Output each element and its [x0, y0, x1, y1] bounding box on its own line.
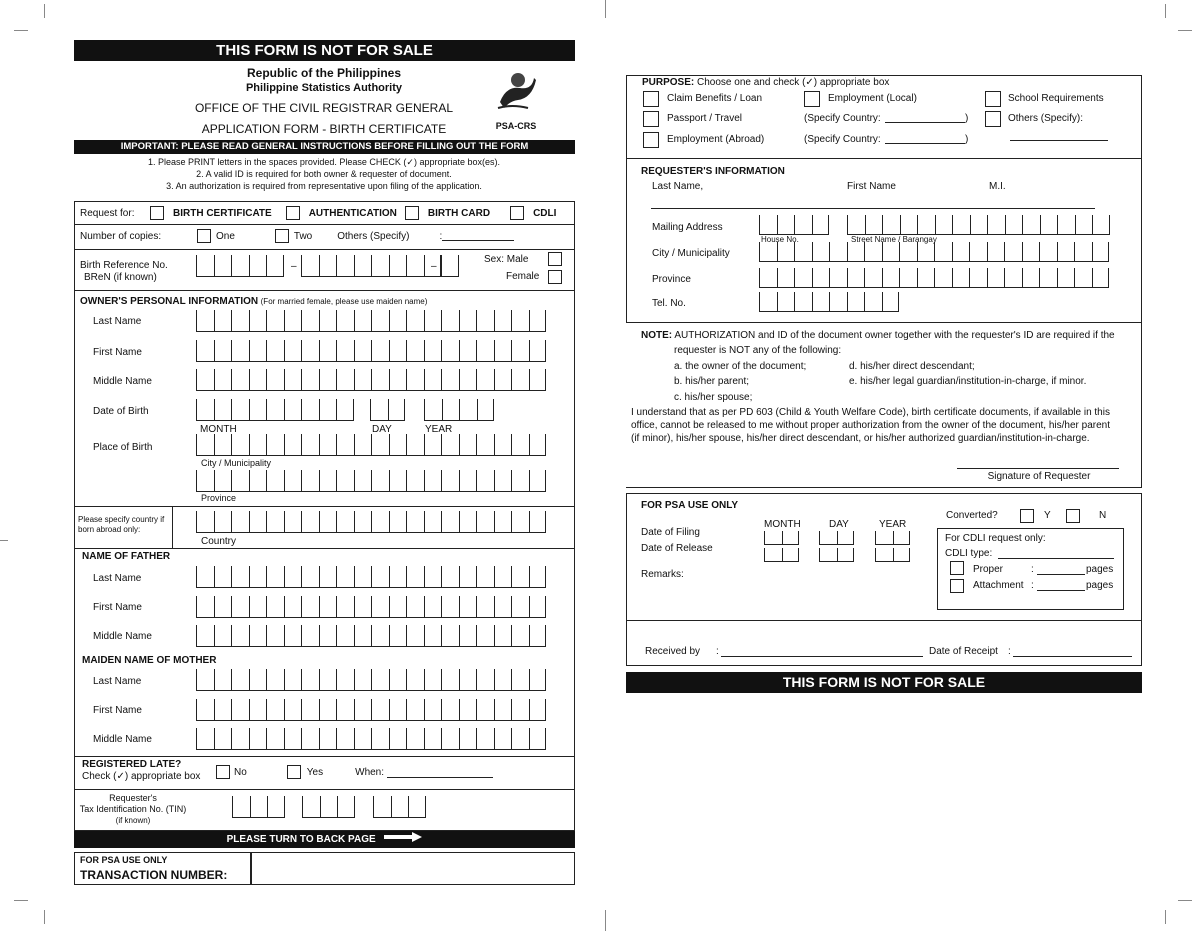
tin-label [78, 793, 188, 826]
copies-others-field[interactable] [439, 230, 514, 242]
dob-month-field[interactable] [196, 399, 354, 421]
late-yes-checkbox[interactable] [287, 765, 301, 779]
paren: ) [965, 134, 969, 145]
dob-year-field[interactable] [424, 399, 494, 421]
abroad-label1: Please specify country if [78, 515, 165, 524]
crop-mark [14, 30, 28, 31]
turn-page-bar [74, 831, 575, 848]
option-label: BIRTH CARD [427, 207, 491, 219]
copies-colon: : [439, 230, 443, 242]
converted-y-label: Y [1044, 510, 1051, 521]
specify-country-label: (Specify Country: [804, 134, 881, 145]
owner-title-text: OWNER'S PERSONAL INFORMATION [80, 296, 259, 307]
logo-caption: PSA-CRS [495, 121, 537, 131]
banner-top-left: THIS FORM IS NOT FOR SALE [74, 40, 575, 61]
note-paragraph [631, 406, 1110, 445]
requester-city-field[interactable] [759, 242, 1109, 262]
authentication-checkbox[interactable] [286, 206, 300, 220]
tin-label2: Tax Identification No. (TIN) [79, 804, 187, 814]
divider [74, 548, 575, 549]
crop-mark [1165, 4, 1166, 18]
divider [74, 756, 575, 757]
requester-province-label: Province [652, 274, 691, 285]
house-no-label: House No. [761, 235, 799, 244]
specify-country-label: (Specify Country: [804, 113, 881, 124]
header-line3: OFFICE OF THE CIVIL REGISTRAR GENERAL [194, 101, 454, 115]
father-last-label: Last Name [93, 573, 142, 584]
note-e: e. his/her legal guardian/institution-in-charge, if minor. [849, 376, 1087, 387]
option-label: BIRTH CERTIFICATE [173, 207, 272, 219]
requester-mi-label: M.I. [989, 181, 1006, 192]
owner-first-field[interactable] [196, 340, 546, 362]
sex-female-label: Female [506, 271, 540, 282]
street-field[interactable] [847, 215, 1110, 235]
bref-label1: Birth Reference No. [80, 260, 168, 271]
copies-one-checkbox[interactable] [197, 229, 211, 243]
abroad-label [78, 515, 164, 535]
passport-checkbox[interactable] [643, 111, 659, 127]
owner-last-label: Last Name [93, 316, 142, 327]
divider [74, 506, 575, 507]
mother-last-field[interactable] [196, 669, 546, 691]
filing-day-field[interactable] [819, 531, 854, 545]
cdli-attachment-label: Attachment [973, 580, 1024, 591]
others-specify-field[interactable] [1010, 140, 1108, 141]
received-by-field[interactable] [721, 656, 923, 657]
note-b: b. his/her parent; [674, 376, 750, 387]
crop-mark [1178, 900, 1192, 901]
note-title: NOTE: [641, 330, 673, 341]
copies-one-label: One [216, 230, 235, 242]
bref-field-1[interactable] [196, 255, 284, 277]
dash: – [291, 261, 297, 272]
date-of-receipt-field[interactable] [1013, 656, 1132, 657]
requester-tel-field[interactable] [759, 292, 899, 312]
colon: : [1008, 646, 1011, 657]
note-d: d. his/her direct descendant; [849, 361, 975, 372]
filing-year-field[interactable] [875, 531, 910, 545]
bref-label [80, 260, 168, 284]
option-label: CDLI [533, 207, 557, 219]
late-options [216, 765, 493, 779]
bref-label2: BReN (if known) [84, 272, 157, 283]
note-text [641, 330, 1115, 341]
mother-first-label: First Name [93, 705, 142, 716]
dob-day-label: DAY [372, 424, 392, 435]
important-item: 1. Please PRINT letters in the spaces provided. Please CHECK (✓) appropriate box(es). [147, 157, 501, 167]
psa-left-title: FOR PSA USE ONLY [80, 855, 168, 865]
purpose-option-label: Employment (Abroad) [667, 134, 765, 145]
late-no-checkbox[interactable] [216, 765, 230, 779]
copies-two-label: Two [293, 230, 313, 242]
pages-label: pages [1086, 580, 1114, 591]
mailing-address-label: Mailing Address [652, 222, 723, 233]
header-line2: Philippine Statistics Authority [245, 82, 403, 94]
requester-first-label: First Name [847, 181, 896, 192]
country-label: Country [201, 536, 237, 547]
owner-last-field[interactable] [196, 310, 546, 332]
employment-local-checkbox[interactable] [804, 91, 820, 107]
requester-tel-label: Tel. No. [652, 298, 686, 309]
crop-mark [1178, 30, 1192, 31]
converted-n-checkbox[interactable] [1066, 509, 1080, 523]
father-first-label: First Name [93, 602, 142, 613]
pob-city-field[interactable] [196, 434, 546, 456]
cdli-checkbox[interactable] [510, 206, 524, 220]
important-item: 3. An authorization is required from representative upon filing of the application. [166, 181, 482, 191]
crop-mark [1165, 910, 1166, 924]
sex-female-checkbox[interactable] [548, 270, 562, 284]
colon: : [1031, 564, 1034, 575]
owner-middle-field[interactable] [196, 369, 546, 391]
birth-certificate-checkbox[interactable] [150, 206, 164, 220]
request-for [80, 206, 556, 220]
received-box [626, 621, 1142, 666]
country-field[interactable] [196, 511, 546, 533]
remarks-label: Remarks: [641, 569, 684, 580]
crop-mark [605, 910, 606, 931]
dob-month-label: MONTH [200, 424, 237, 435]
important-title: IMPORTANT: PLEASE READ GENERAL INSTRUCTIONS BEFORE FILLING OUT THE FORM [74, 140, 575, 154]
purpose-option-label: Others (Specify): [1008, 113, 1084, 124]
dob-year-label: YEAR [425, 424, 453, 435]
divider [74, 290, 575, 291]
bref-field-2[interactable] [301, 255, 441, 277]
cdli-attachment-checkbox[interactable] [950, 579, 964, 593]
dob-day-field[interactable] [370, 399, 405, 421]
psa-day-label: DAY [829, 519, 849, 530]
release-month-field[interactable] [764, 548, 799, 562]
tin-label1: Requester's [109, 793, 157, 803]
tin-field-2[interactable] [302, 796, 355, 818]
purpose-option-label: Claim Benefits / Loan [667, 93, 763, 104]
father-title: NAME OF FATHER [82, 551, 171, 562]
purpose-title [642, 77, 889, 88]
late-sub: Check (✓) appropriate box [82, 771, 201, 782]
note-a: a. the owner of the document; [674, 361, 807, 372]
mother-middle-label: Middle Name [93, 734, 152, 745]
transaction-number-label: TRANSACTION NUMBER: [80, 868, 228, 882]
requester-title: REQUESTER'S INFORMATION [641, 166, 785, 177]
late-when-label: When: [355, 766, 385, 778]
specify-country-field[interactable] [885, 143, 965, 144]
release-day-field[interactable] [819, 548, 854, 562]
late-yes-label: Yes [306, 766, 324, 778]
requester-last-label: Last Name, [652, 181, 704, 192]
psa-month-label: MONTH [764, 519, 801, 530]
cdli-proper-label: Proper [973, 564, 1004, 575]
requester-city-label: City / Municipality [652, 248, 730, 259]
father-middle-label: Middle Name [93, 631, 152, 642]
crop-mark [14, 900, 28, 901]
purpose-title-bold: PURPOSE: [642, 77, 695, 88]
received-by-label: Received by [645, 646, 701, 657]
bref-field-3[interactable] [441, 255, 459, 277]
date-of-receipt-label: Date of Receipt [929, 646, 998, 657]
late-when-field[interactable] [387, 767, 493, 778]
owner-title [80, 296, 427, 307]
note-line2: requester is NOT any of the following: [674, 345, 842, 356]
date-of-filing-label: Date of Filing [641, 527, 700, 538]
divider [74, 249, 575, 250]
father-first-field[interactable] [196, 596, 546, 618]
crop-mark [0, 540, 8, 541]
cdli-request-label: For CDLI request only: [945, 533, 1046, 544]
owner-middle-label: Middle Name [93, 376, 152, 387]
requester-province-field[interactable] [759, 268, 1109, 288]
header-line4: APPLICATION FORM - BIRTH CERTIFICATE [201, 122, 447, 136]
colon: : [716, 646, 719, 657]
copies-others-label: Others (Specify) [337, 230, 410, 242]
copies-two-checkbox[interactable] [275, 229, 289, 243]
colon: : [1031, 580, 1034, 591]
converted-y-checkbox[interactable] [1020, 509, 1034, 523]
note-p3: (if minor), his/her spouse, his/her direct descendant, or his/her authorized guardian/institution-in-charge. [631, 433, 1090, 444]
request-label: Request for: [80, 207, 135, 219]
note-p1: I understand that as per PD 603 (Child & Youth Welfare Code), birth certificate documents, if available in this [631, 407, 1110, 418]
father-middle-field[interactable] [196, 625, 546, 647]
crop-mark [44, 4, 45, 18]
purpose-option-label: School Requirements [1008, 93, 1104, 104]
converted-label: Converted? [946, 510, 998, 521]
cdli-type-label: CDLI type: [945, 548, 993, 559]
others-checkbox[interactable] [985, 111, 1001, 127]
important-list [74, 156, 574, 192]
school-requirements-checkbox[interactable] [985, 91, 1001, 107]
specify-country-field[interactable] [885, 122, 965, 123]
purpose-option-label: Employment (Local) [828, 93, 917, 104]
psa-logo-icon [492, 68, 540, 116]
abroad-label2: born abroad only: [78, 525, 141, 534]
option-label: AUTHENTICATION [308, 207, 397, 219]
note-p2: office, cannot be released to me without proper authorization from the owner of the document, his/her parent [631, 420, 1110, 431]
claim-benefits-checkbox[interactable] [643, 91, 659, 107]
banner-bottom-right: THIS FORM IS NOT FOR SALE [626, 672, 1142, 693]
father-last-field[interactable] [196, 566, 546, 588]
owner-first-label: First Name [93, 347, 142, 358]
crop-mark [44, 910, 45, 924]
sex-male-label: Sex: Male [484, 254, 529, 265]
tin-field-1[interactable] [232, 796, 285, 818]
purpose-option-label: Passport / Travel [667, 113, 743, 124]
owner-note: (For married female, please use maiden name) [260, 297, 428, 306]
arrow-right-icon [384, 831, 422, 848]
converted-n-label: N [1099, 510, 1107, 521]
house-no-field[interactable] [759, 215, 829, 235]
late-title: REGISTERED LATE? [82, 759, 182, 770]
mother-middle-field[interactable] [196, 728, 546, 750]
proper-pages-field[interactable] [1037, 574, 1085, 575]
signature-label: Signature of Requester [987, 471, 1091, 482]
cdli-proper-checkbox[interactable] [950, 561, 964, 575]
employment-abroad-checkbox[interactable] [643, 132, 659, 148]
late-no-label: No [234, 766, 247, 778]
important-item: 2. A valid ID is required for both owner & requester of document. [196, 169, 452, 179]
pob-province-label: Province [201, 493, 237, 503]
attachment-pages-field[interactable] [1037, 590, 1085, 591]
owner-pob-label: Place of Birth [93, 442, 153, 453]
psa-right-title: FOR PSA USE ONLY [641, 500, 739, 511]
crop-mark [605, 0, 606, 18]
mother-last-label: Last Name [93, 676, 142, 687]
transaction-number-field[interactable] [252, 854, 572, 883]
purpose-sub: Choose one and check (✓) appropriate box [697, 77, 890, 88]
owner-dob-label: Date of Birth [93, 406, 149, 417]
release-year-field[interactable] [875, 548, 910, 562]
birth-card-checkbox[interactable] [405, 206, 419, 220]
date-of-release-label: Date of Release [641, 543, 713, 554]
note-line1: AUTHORIZATION and ID of the document owner together with the requester's ID are required if the [674, 330, 1115, 341]
pob-province-field[interactable] [196, 470, 546, 492]
header-line1: Republic of the Philippines [246, 66, 401, 80]
dash: – [431, 261, 437, 272]
divider [172, 506, 173, 548]
psa-year-label: YEAR [879, 519, 907, 530]
sex-male-checkbox[interactable] [548, 252, 562, 266]
mother-first-field[interactable] [196, 699, 546, 721]
pob-city-label: City / Municipality [201, 458, 272, 468]
cdli-type-field[interactable] [998, 558, 1114, 559]
copies-row [80, 229, 514, 243]
turn-page-text: PLEASE TURN TO BACK PAGE [226, 834, 376, 846]
note-c: c. his/her spouse; [674, 392, 753, 403]
street-label: Street Name / Barangay [851, 235, 937, 244]
filing-month-field[interactable] [764, 531, 799, 545]
mother-title: MAIDEN NAME OF MOTHER [82, 655, 217, 666]
tin-label3: (if known) [115, 816, 151, 825]
divider [74, 789, 575, 790]
paren: ) [965, 113, 969, 124]
copies-label: Number of copies: [80, 230, 162, 242]
signature-field[interactable] [957, 468, 1119, 469]
requester-name-field[interactable] [651, 208, 1095, 209]
pages-label: pages [1086, 564, 1114, 575]
tin-field-3[interactable] [373, 796, 426, 818]
